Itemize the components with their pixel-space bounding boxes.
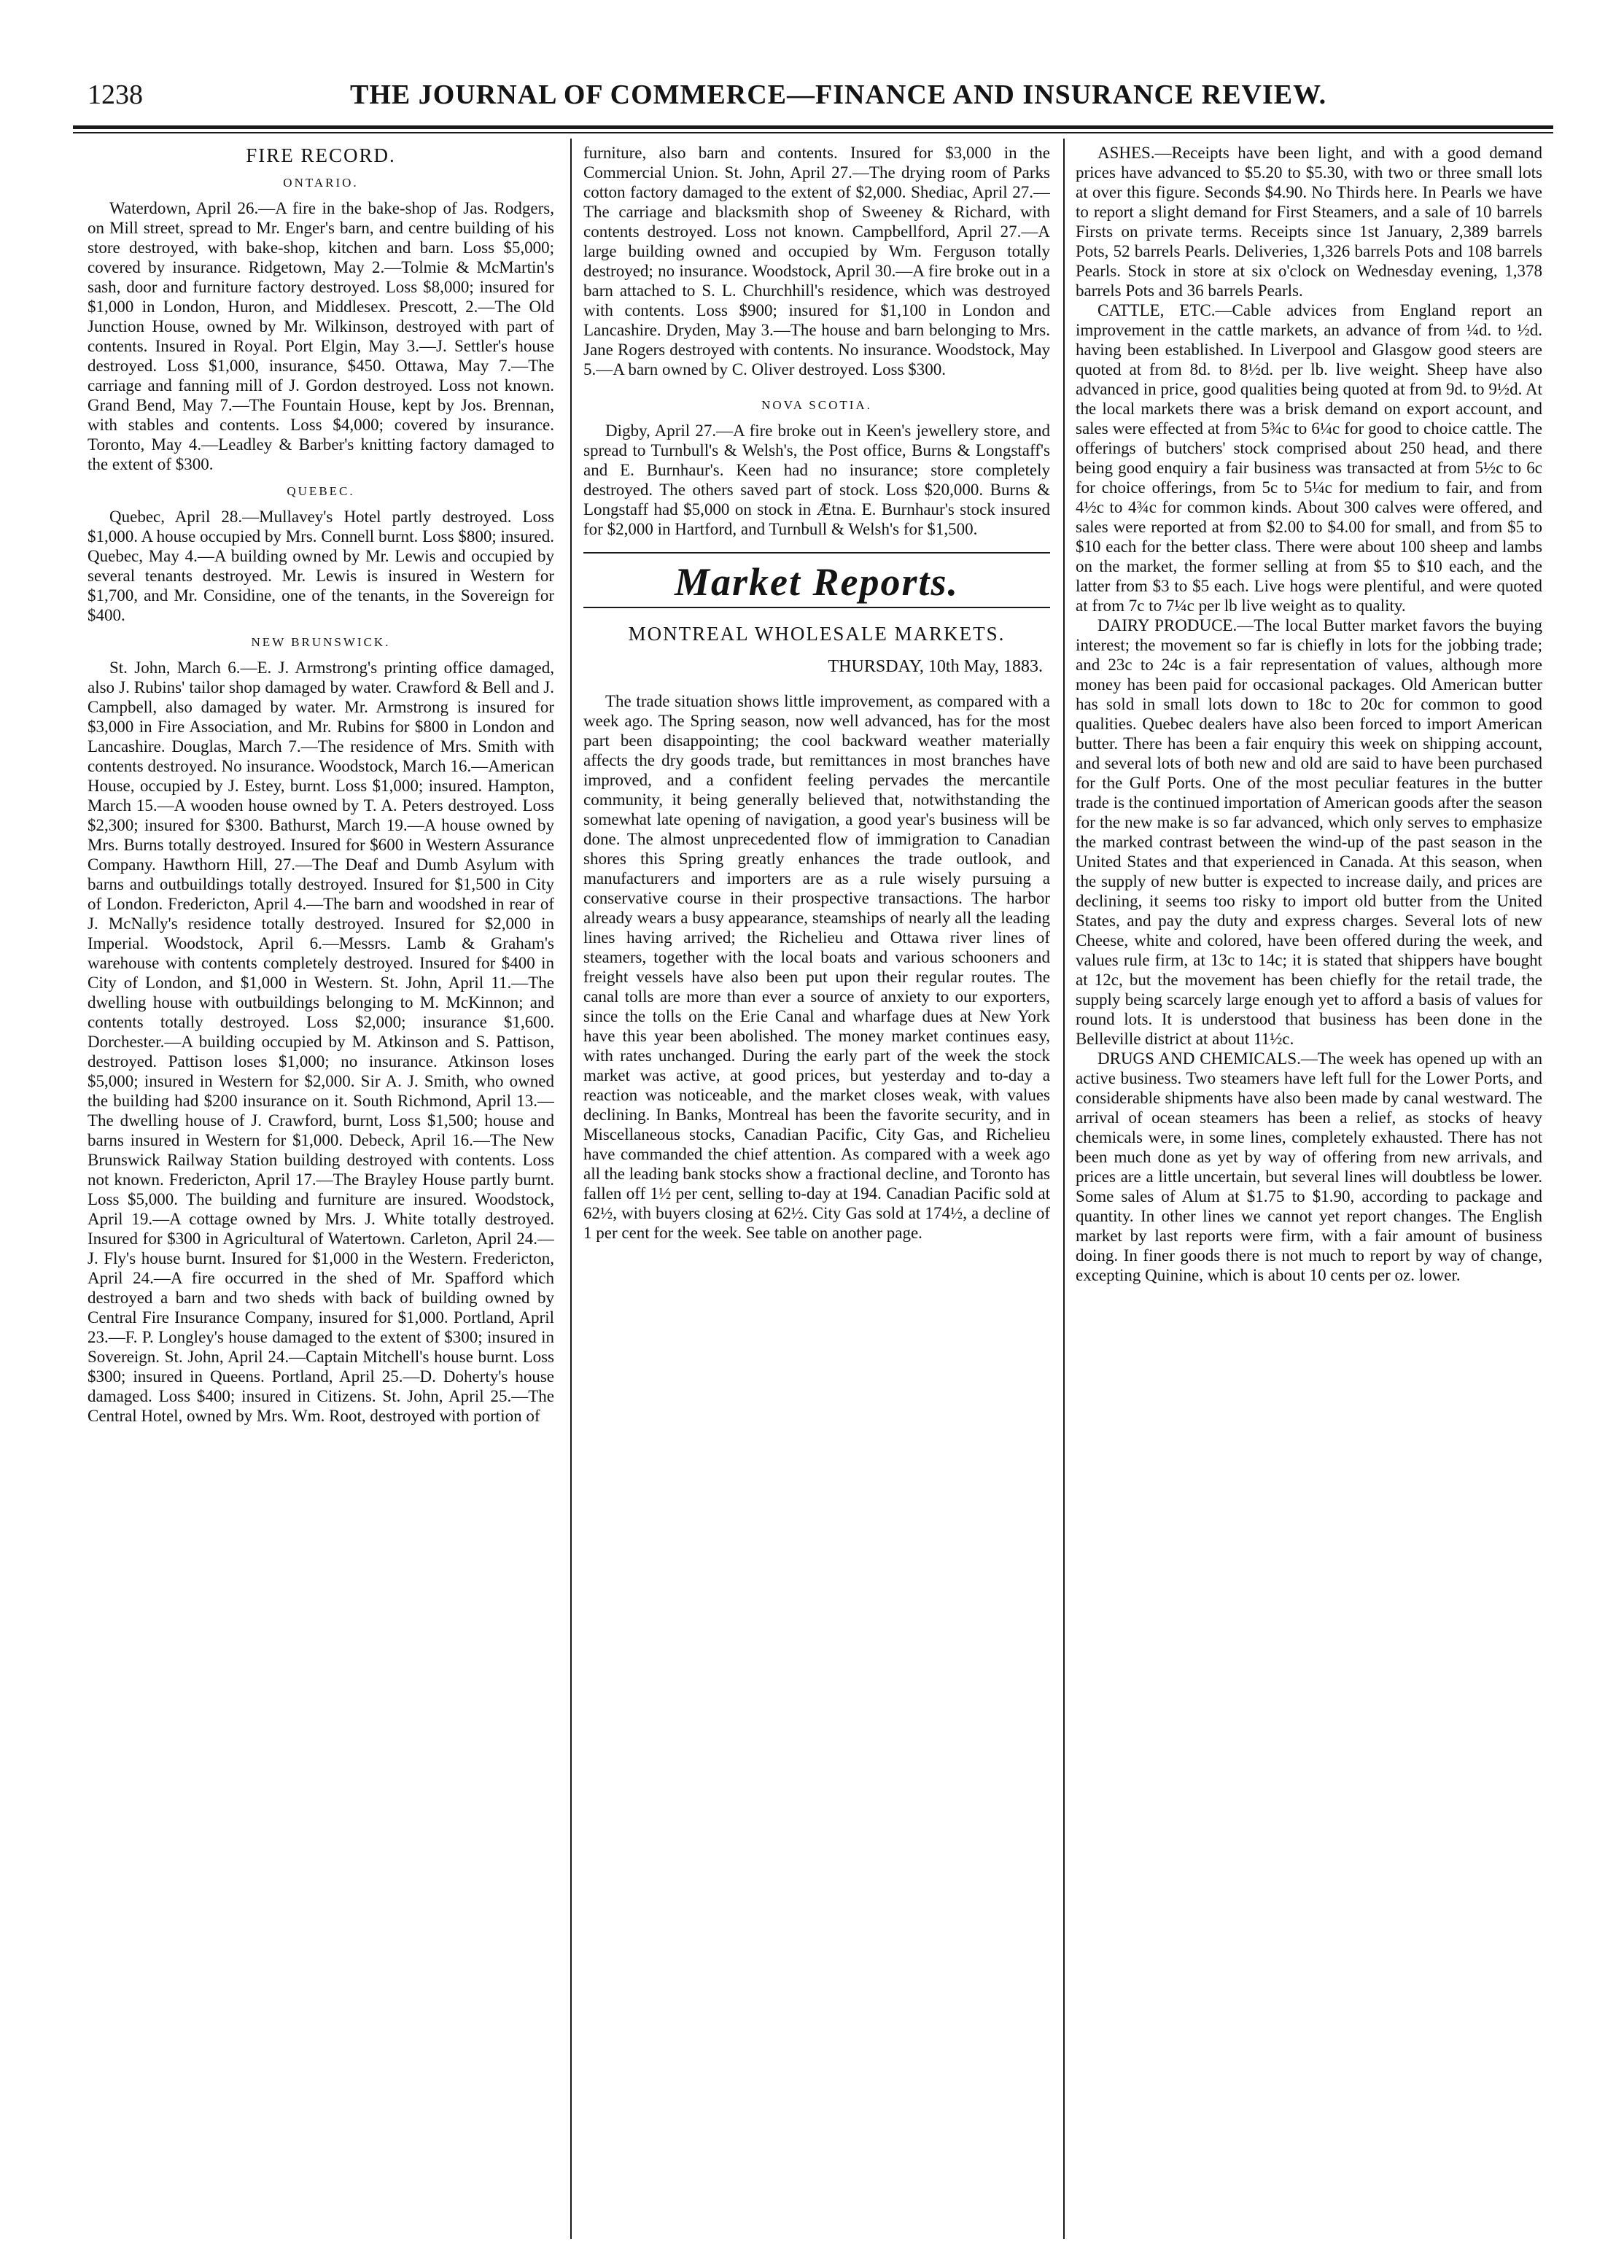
quebec-subhead: QUEBEC. bbox=[287, 484, 355, 498]
journal-title: THE JOURNAL OF COMMERCE—FINANCE AND INSURANCE REVIEW. bbox=[350, 79, 1327, 110]
new-brunswick-continued: furniture, also barn and contents. Insured for $3,000 in the Commercial Union. St. John, April 27.—The drying room of Parks cotton factory damaged to the extent of $2,000. Shediac, April 27.—The carriage and blacksmith shop of Sweeney & Richard, with contents destroyed. Loss not known. Campbellford, April 27.—A large building owned and occupied by Wm. Ferguson totally destroyed; no insurance. Woodstock, April 30.—A fire broke out in a barn attached to S. L. Churchhill's residence, which was destroyed with contents. Loss $900; insured for $1,100 in London and Lancashire. Dryden, May 3.—The house and barn belonging to Mrs. Jane Rogers destroyed with contents. No insurance. Woodstock, May 5.—A barn owned by C. Oliver destroyed. Loss $300. bbox=[583, 144, 1050, 378]
market-intro-paragraph: The trade situation shows little improvement, as compared with a week ago. The Spring season, now well advanced, has for the most part been disappointing; the cool backward weather materially affects the dry goods trade, but remittances in most branches have improved, and a confident feeling pervades the mercantile community, it being generally believed that, notwithstanding the somewhat late opening of navigation, a good year's business will be done. The almost unprecedented flow of immigration to Canadian shores this Spring greatly enhances the trade outlook, and manufacturers and importers are as a rule wisely pursuing a conservative course in their prospective transactions. The harbor already wears a busy appearance, steamships of nearly all the leading lines having arrived; the Richelieu and Ottawa river lines of steamers, together with the local boats and various schooners and freight vessels have also been put upon their regular routes. The canal tolls are more than ever a source of anxiety to our exporters, since the tolls on the Erie Canal and wharfage dues at New York have this year been abolished. The money market continues easy, with rates unchanged. During the early part of the week the stock market was active, at good prices, but yesterday and to-day a reaction was noticeable, and the market closes weak, with values declining. In Banks, Montreal has been the favorite security, and in Miscellaneous stocks, Canadian Pacific, City Gas, and Richelieu have commanded the chief attention. As compared with a week ago all the leading bank stocks show a fractional decline, and Toronto has fallen off 1½ per cent, selling to-day at 194. Canadian Pacific sold at 62½, with buyers closing at 62½. City Gas sold at 174½, a decline of 1 per cent for the week. See table on another page. bbox=[583, 692, 1050, 1242]
ashes-paragraph: ASHES.—Receipts have been light, and with a good demand prices have advanced to $5.20 to $5.30, with two or three small lots at over this figure. Seconds $4.90. No Thirds here. In Pearls we have to report a slight demand for First Steamers, and a sale of 10 barrels Firsts on private terms. Receipts since 1st January, 2,389 barrels Pots, 52 barrels Pearls. Deliveries, 1,326 barrels Pots and 108 barrels Pearls. Stock in store at six o'clock on Wednesday evening, 1,378 barrels Pots and 36 barrels Pearls. bbox=[1076, 144, 1542, 300]
new-brunswick-paragraph: St. John, March 6.—E. J. Armstrong's printing office damaged, also J. Rubins' tailor shop damaged by water. Crawford & Bell and J. Campbell, also damaged by water. Mr. Armstrong is insured for $3,000 in Fire Association, and Mr. Rubins for $800 in London and Lancashire. Douglas, March 7.—The residence of Mrs. Smith with contents destroyed. No insurance. Woodstock, March 16.—American House, occupied by J. Estey, burnt. Loss $1,000; insured. Hampton, March 15.—A wooden house owned by T. A. Peters destroyed. Loss $2,300; insured for $300. Bathurst, March 19.—A house owned by Mrs. Burns totally destroyed. Insured for $600 in Western Assurance Company. Hawthorn Hill, 27.—The Deaf and Dumb Asylum with barns and outbuildings totally destroyed. Insured for $1,500 in City of London. Fredericton, April 4.—The barn and woodshed in rear of J. McNally's residence totally destroyed. Insured for $2,000 in Imperial. Woodstock, April 6.—Messrs. Lamb & Graham's warehouse with contents completely destroyed. Insured for $400 in City of London, and $1,000 in Western. St. John, April 11.—The dwelling house with outbuildings belonging to M. McKinnon; and contents totally destroyed. Loss $2,000; insurance $1,600. Dorchester.—A building occupied by M. Atkinson and S. Pattison, destroyed. Pattison loses $1,000; no insurance. Atkinson loses $5,000; insured in Western for $2,000. Sir A. J. Smith, who owned the building had $200 insurance on it. South Richmond, April 13.—The dwelling house of J. Crawford, burnt, Loss $1,500; house and barns insured in Western for $1,000. Debeck, April 16.—The New Brunswick Railway Station building destroyed with contents. Loss not known. Fredericton, April 17.—The Brayley House partly burnt. Loss $5,000. The building and furniture are insured. Woodstock, April 19.—A cottage owned by Mrs. J. White totally destroyed. Insured for $300 in Agricultural of Watertown. Carleton, April 24.—J. Fly's house burnt. Insured for $1,000 in the Western. Fredericton, April 24.—A fire occurred in the shed of Mr. Spafford which destroyed a barn and two sheds with back of building owned by Central Fire Insurance Company, insured for $1,000. Portland, April 23.—F. P. Longley's house damaged to the extent of $300; insured in Sovereign. St. John, April 24.—Captain Mitchell's house burnt. Loss $300; insured in Queens. Portland, April 25.—D. Doherty's house damaged. Loss $400; insured in Citizens. St. John, April 25.—The Central Hotel, owned by Mrs. Wm. Root, destroyed with portion of bbox=[88, 659, 554, 1425]
nova-scotia-subhead: NOVA SCOTIA. bbox=[761, 398, 872, 412]
new-brunswick-subhead: NEW BRUNSWICK. bbox=[251, 635, 391, 649]
section-rule bbox=[583, 552, 1050, 554]
column-2 bbox=[583, 143, 1050, 2236]
ontario-subhead: ONTARIO. bbox=[283, 176, 359, 190]
cattle-paragraph: CATTLE, ETC.—Cable advices from England report an improvement in the cattle markets, an advance of from ¼d. to ½d. having been established. In Liverpool and Glasgow good steers are quoted at from 8d. to 8½d. per lb. live weight. Sheep have also advanced in price, good qualities being quoted at from 9d. to 9½d. At the local markets there was a brisk demand on export account, and sales were effected at from 5¾c to 6¼c for good to choice cattle. The offerings of butchers' stock comprised about 250 head, and there being good enquiry a fair business was transacted at from 5½c to 6c for choice offerings, from 5c to 5¼c for medium to fair, and from 4½c to 4¾c for common kinds. About 300 calves were offered, and sales were reported at from $2.00 to $4.00 for small, and from $5 to $10 each for the better class. There were about 100 sheep and lambs on the market, the former selling at from $5 to $10 each, and the latter from $3 to $5 each. Live hogs were plentiful, and were quoted at from 7c to 7¼c per lb live weight as to quality. bbox=[1076, 301, 1542, 615]
header-rule-thick bbox=[73, 125, 1553, 129]
fire-record-title: FIRE RECORD. bbox=[246, 144, 396, 166]
page-header bbox=[73, 73, 1553, 124]
market-reports-banner: Market Reports. bbox=[674, 560, 960, 604]
header-rule-thin bbox=[73, 132, 1553, 133]
column-3 bbox=[1076, 143, 1542, 2236]
ontario-paragraph: Waterdown, April 26.—A fire in the bake-shop of Jas. Rodgers, on Mill street, spread to Mr. Enger's barn, and centre building of his store destroyed, with bake-shop, kitchen and barn. Loss $5,000; covered by insurance. Ridgetown, May 2.—Tolmie & McMartin's sash, door and furniture factory destroyed. Loss $8,000; insured for $1,000 in London, Huron, and Middlesex. Prescott, 2.—The Old Junction House, owned by Mr. Wilkinson, destroyed with part of contents. Insured in Royal. Port Elgin, May 3.—J. Settler's house destroyed. Loss $1,000, insurance, $450. Ottawa, May 7.—The carriage and fanning mill of J. Gordon destroyed. Loss not known. Grand Bend, May 7.—The Fountain House, kept by Jos. Brennan, with stables and contents. Loss $4,000; covered by insurance. Toronto, May 4.—Leadley & Barber's knitting factory damaged to the extent of $300. bbox=[88, 199, 554, 473]
column-1 bbox=[88, 143, 554, 2236]
column-divider-1 bbox=[570, 139, 572, 2239]
drugs-paragraph: DRUGS AND CHEMICALS.—The week has opened up with an active business. Two steamers have left full for the Lower Ports, and considerable shipments have also been made by canal westward. The arrival of ocean steamers has been a relief, as stocks of heavy chemicals were, in some lines, completely exhausted. There has not been much done as yet by way of offering from new arrivals, and prices are a little uncertain, but several lines will doubtless be lower. Some sales of Alum at $1.75 to $1.90, according to package and quantity. In other lines we cannot yet report changes. The English market by last reports were firm, with a fair amount of business doing. In finer goods there is not much to report by way of change, excepting Quinine, which is about 10 cents per oz. lower. bbox=[1076, 1049, 1542, 1284]
report-date: THURSDAY, 10th May, 1883. bbox=[828, 657, 1043, 676]
page-number: 1238 bbox=[88, 79, 143, 110]
quebec-paragraph: Quebec, April 28.—Mullavey's Hotel partly destroyed. Loss $1,000. A house occupied by Mrs. Connell burnt. Loss $800; insured. Quebec, May 4.—A building owned by Mr. Lewis and occupied by several tenants destroyed. Mr. Lewis is insured in Western for $1,700, and Mr. Considine, one of the tenants, in the Sovereign for $400. bbox=[88, 508, 554, 624]
dairy-paragraph: DAIRY PRODUCE.—The local Butter market favors the buying interest; the movement so far is chiefly in lots for the jobbing trade; and 23c to 24c is a fair representation of values, although more money has been paid for occasional packages. Old American butter has sold in small lots down to 18c to 20c for common to good qualities. Quebec dealers have also been forced to import American butter. There has been a fair enquiry this week on shipping account, and several lots of both new and old are said to have been purchased for the Gulf Ports. One of the most peculiar features in the butter trade is the continued importation of American goods after the season for the new make is so far advanced, which only serves to emphasize the marked contrast between the wind-up of the past season in the United States and that experienced in Canada. At this season, when the supply of new butter is expected to increase daily, and prices are declining, it seems too risky to import old butter from the United States, and pay the duty and express charges. Several lots of new Cheese, white and colored, have been offered during the week, and values rule firm, at 13c to 14c; it is stated that shippers have bought at 12c, but the movement has been chiefly for the retail trade, the supply being scarcely large enough yet to afford a basis of values for round lots. It is understood that business has been done in the Belleville district at about 11½c. bbox=[1076, 616, 1542, 1048]
column-divider-2 bbox=[1063, 139, 1065, 2239]
section-rule-2 bbox=[583, 607, 1050, 608]
nova-scotia-paragraph: Digby, April 27.—A fire broke out in Keen's jewellery store, and spread to Turnbull's & Welsh's, the Post office, Burns & Longstaff's and E. Burnhaur's. Keen had no insurance; store completely destroyed. The others saved part of stock. Loss $20,000. Burns & Longstaff had $5,000 on stock in Ætna. E. Burnhaur's stock insured for $2,000 in Hartford, and Turnbull & Welsh's for $1,500. bbox=[583, 422, 1050, 538]
montreal-markets-title: MONTREAL WHOLESALE MARKETS. bbox=[628, 623, 1006, 645]
